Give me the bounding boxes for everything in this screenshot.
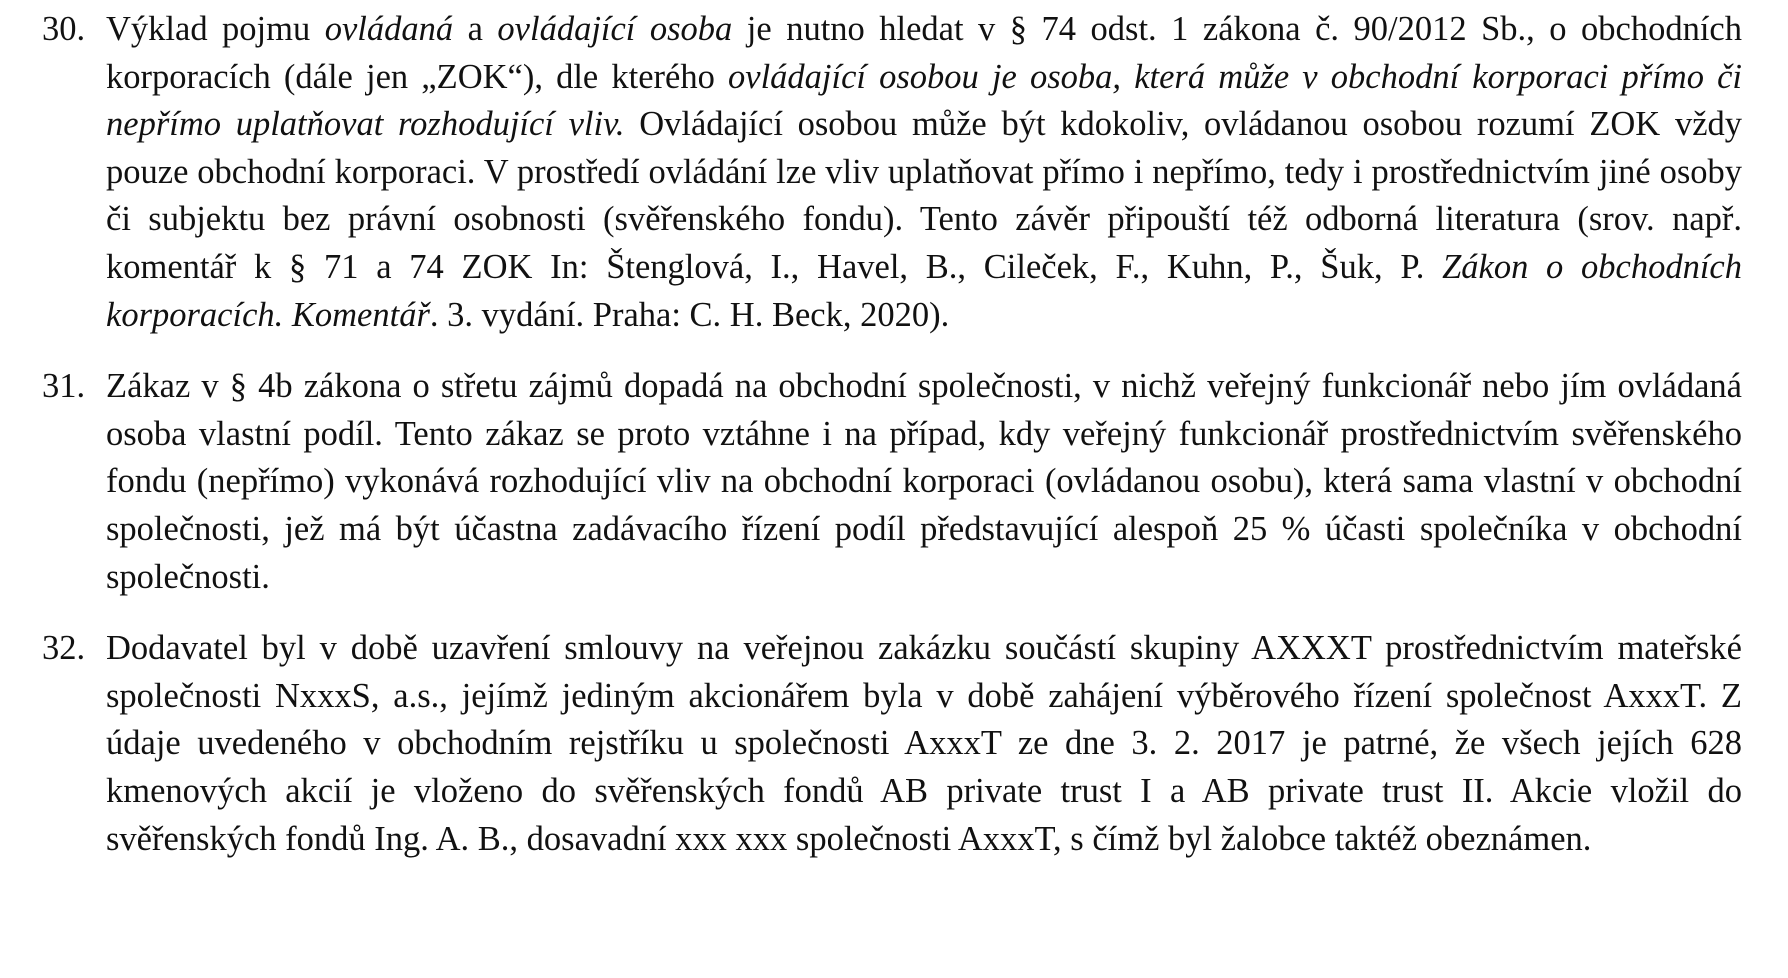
text-segment: . 3. vydání. Praha: C. H. Beck, 2020). [429, 295, 950, 334]
paragraph-32 [42, 625, 1742, 863]
text-segment: a [453, 10, 498, 48]
text-segment: Dodavatel byl v době uzavření smlouvy na veřejnou zakázku součástí skupiny AXXXT prostřednictvím mateřské společnosti NxxxS, a.s., jejímž jediným akcionářem byla v době zahájení výběrového řízení společnost AxxxT. Z údaje uvedeného v obchodním rejstříku u společnosti AxxxT ze dne 3. 2. 2017 je patrné, že všech jejích 628 kmenových akcií je vloženo do svěřenských fondů AB private trust I a AB private trust II. Akcie vložil do svěřenských fondů Ing. A. B., dosavadní xxx xxx společnosti AxxxT, s čímž byl žalobce taktéž obeznámen. [106, 629, 1742, 858]
paragraph-number: 31. [42, 367, 86, 406]
paragraph-31 [42, 363, 1742, 601]
paragraph-text [106, 6, 1742, 339]
paragraph-number: 30. [42, 10, 86, 48]
italic-quote: ovládající osobou je osoba, která může v obchodní korporaci přímo či nepřímo uplatňovat rozhodující vliv. [106, 57, 1742, 144]
document-page [42, 6, 1742, 887]
text-segment: je nutno hledat v § 74 odst. 1 zákona č. 90/2012 Sb., o obchodních korporacích (dále jen „ZOK“), dle kterého [106, 10, 1742, 96]
paragraph-30 [42, 6, 1742, 339]
italic-term: ovládaná [324, 10, 454, 48]
paragraph-text [106, 363, 1742, 601]
paragraph-number: 32. [42, 629, 86, 668]
text-segment: Výklad pojmu [106, 10, 325, 48]
italic-book-title: Zákon o obchodních korporacích. Komentář [106, 247, 1742, 334]
text-segment: Ovládající osobou může být kdokoliv, ovládanou osobou rozumí ZOK vždy pouze obchodní korporaci. V prostředí ovládání lze vliv uplatňovat přímo i nepřímo, tedy i prostřednictvím jiné osoby či subjektu bez právní osobnosti (svěřenského fondu). Tento závěr připouští též odborná literatura (srov. např. komentář k § 71 a 74 ZOK In: Štenglová, I., Havel, B., Cileček, F., Kuhn, P., Šuk, P. [106, 105, 1743, 286]
italic-term: ovládající osoba [497, 10, 733, 48]
text-segment: Zákaz v § 4b zákona o střetu zájmů dopadá na obchodní společnosti, v nichž veřejný funkcionář nebo jím ovládaná osoba vlastní podíl. Tento zákaz se proto vztáhne i na případ, kdy veřejný funkcionář prostřednictvím svěřenského fondu (nepřímo) vykonává rozhodující vliv na obchodní korporaci (ovládanou osobu), která sama vlastní v obchodní společnosti, jež má být účastna zadávacího řízení podíl představující alespoň 25 % účasti společníka v obchodní společnosti. [106, 367, 1742, 596]
paragraph-text [106, 625, 1742, 863]
